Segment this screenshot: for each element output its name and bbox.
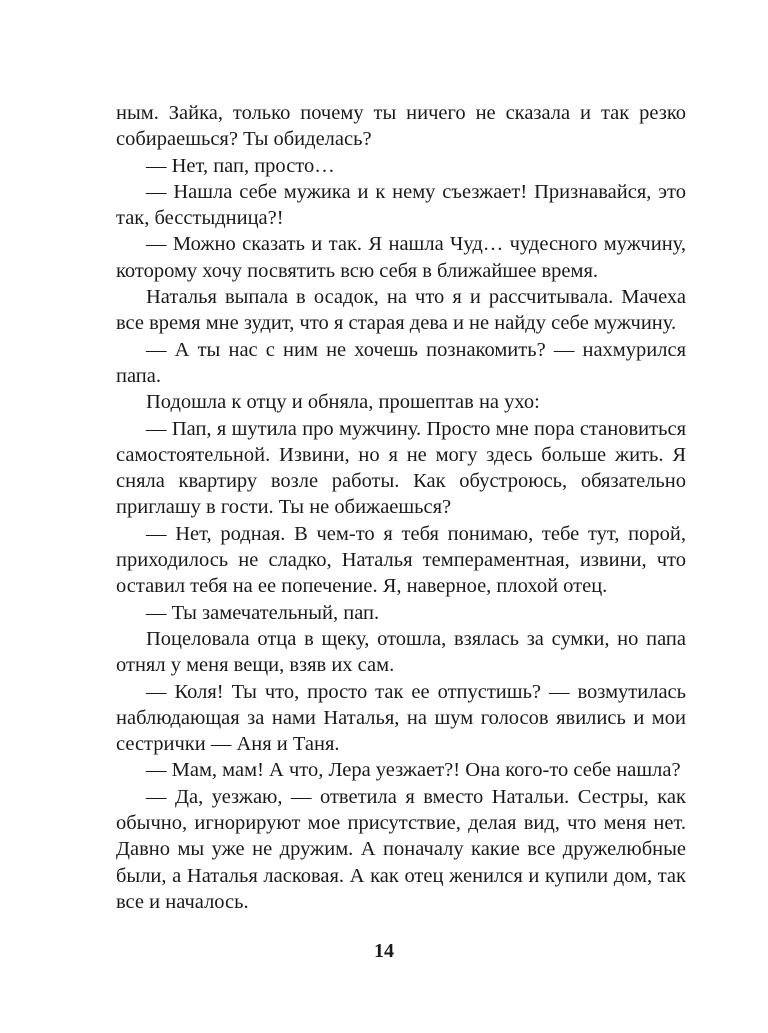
paragraph: — Мам, мам! А что, Лера уезжает?! Она кого-то себе нашла?	[146, 759, 681, 782]
paragraph: Поцеловала отца в щеку, отошла, взялась за сумки, но папа отнял у меня вещи, взяв их сам.	[116, 627, 686, 677]
paragraph: — Нет, пап, просто…	[146, 154, 335, 177]
paragraph: — Да, уезжаю, — ответила я вместо Натальи. Сестры, как обычно, игнорируют мое присутствие, делая вид, что меня нет. Давно мы уже не дружим. А поначалу какие все дружелюбные были, а Наталья ласковая. А как отец женился и купили дом, так все и началось.	[116, 785, 686, 913]
paragraph: Подошла к отцу и обняла, прошептав на ухо:	[146, 391, 540, 414]
paragraph: — Пап, я шутила про мужчину. Просто мне пора становиться самостоятельной. Извини, но я не могу здесь больше жить. Я сняла квартиру возле работы. Как обустроюсь, обязательно приглашу в гости. Ты не обижаешься?	[116, 417, 686, 519]
paragraph: Наталья выпала в осадок, на что я и рассчитывала. Мачеха все время мне зудит, что я старая дева и не найду себе мужчину.	[116, 286, 686, 335]
body-text	[116, 100, 686, 915]
paragraph: — Коля! Ты что, просто так ее отпустишь? — возмутилась наблюдающая за нами Наталья, на шум голосов явились и мои сестрички — Аня и Таня.	[116, 680, 686, 756]
paragraph: — Нашла себе мужика и к нему съезжает! Признавайся, это так, бесстыдница?!	[116, 180, 686, 230]
paragraph: — Нет, родная. В чем-то я тебя понимаю, тебе тут, порой, приходилось не сладко, Наталья темпераментная, извини, что оставил тебя на ее попечение. Я, наверное, плохой отец.	[116, 522, 686, 598]
paragraph: — Ты замечательный, пап.	[146, 601, 380, 624]
page-number: 14	[374, 940, 394, 962]
paragraph: — Можно сказать и так. Я нашла Чуд… чудесного мужчину, которому хочу посвятить всю себя в ближайшее время.	[116, 233, 686, 282]
paragraph: — А ты нас с ним не хочешь познакомить? — нахмурился папа.	[116, 338, 686, 387]
paragraph: ным. Зайка, только почему ты ничего не сказала и так резко собираешься? Ты обиделась?	[116, 102, 686, 151]
